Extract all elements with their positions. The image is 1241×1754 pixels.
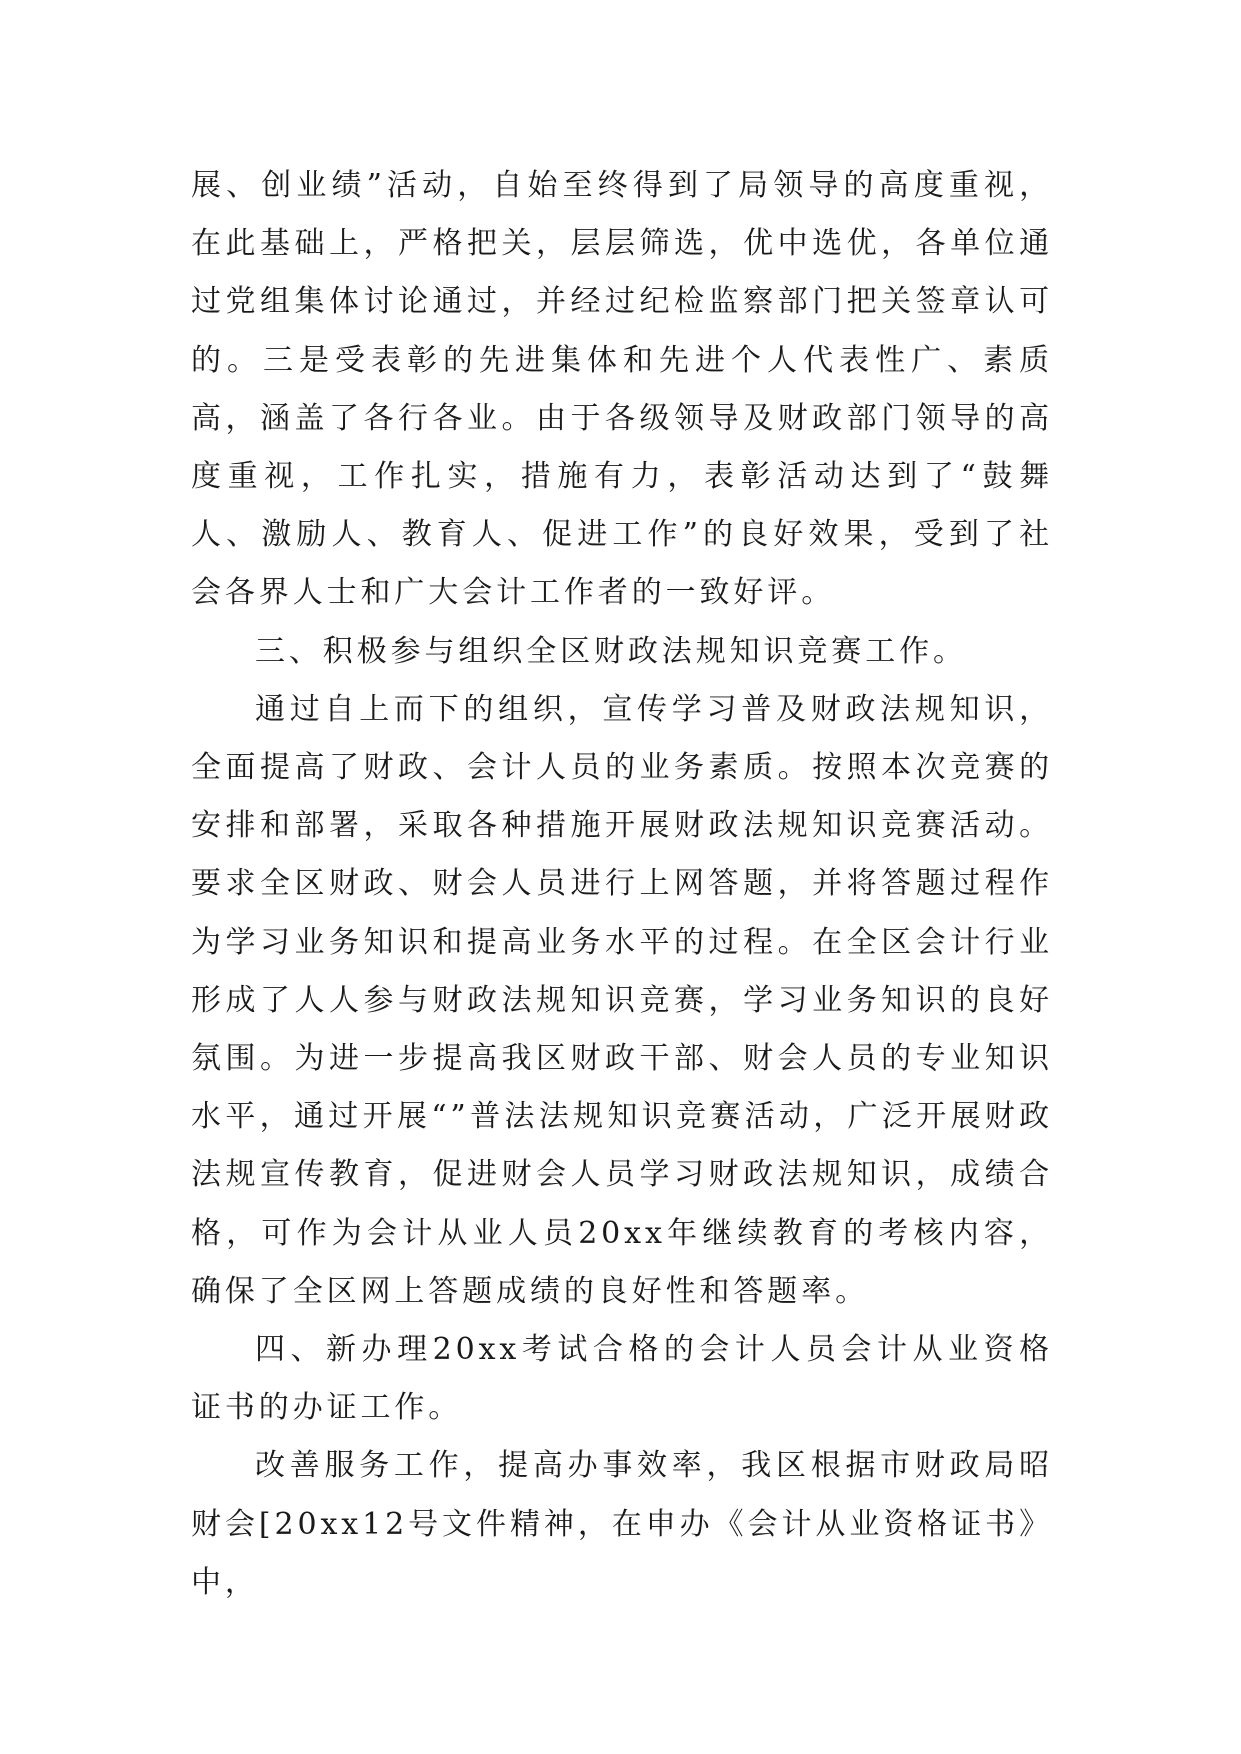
- paragraph-certificate-processing: 改善服务工作，提高办事效率，我区根据市财政局昭财会[20xx12号文件精神，在申办《会计从业资格证书》中，: [191, 1448, 1053, 1600]
- section-heading-certificate-processing: 四、新办理20xx考试合格的会计人员会计从业资格证书的办证工作。: [191, 1332, 1053, 1426]
- section-heading-knowledge-contest: 三、积极参与组织全区财政法规知识竞赛工作。: [255, 633, 967, 669]
- paragraph-activity-recognition: 展、创业绩”活动，自始至终得到了局领导的高度重视，在此基础上，严格把关，层层筛选，优中选优，各单位通过党组集体讨论通过，并经过纪检监察部门把关签章认可的。三是受表彰的先进集体和先进个人代表性广、素质高，涵盖了各行各业。由于各级领导及财政部门领导的高度重视，工作扎实，措施有力，表彰活动达到了“鼓舞人、激励人、教育人、促进工作”的良好效果，受到了社会各界人士和广大会计工作者的一致好评。: [191, 168, 1053, 611]
- document-body: [191, 157, 1053, 1612]
- paragraph-knowledge-contest: 通过自上而下的组织，宣传学习普及财政法规知识，全面提高了财政、会计人员的业务素质。按照本次竞赛的安排和部署，采取各种措施开展财政法规知识竞赛活动。要求全区财政、财会人员进行上网答题，并将答题过程作为学习业务知识和提高业务水平的过程。在全区会计行业形成了人人参与财政法规知识竞赛，学习业务知识的良好氛围。为进一步提高我区财政干部、财会人员的专业知识水平，通过开展“”普法法规知识竞赛活动，广泛开展财政法规宣传教育，促进财会人员学习财政法规知识，成绩合格，可作为会计从业人员20xx年继续教育的考核内容，确保了全区网上答题成绩的良好性和答题率。: [191, 691, 1053, 1309]
